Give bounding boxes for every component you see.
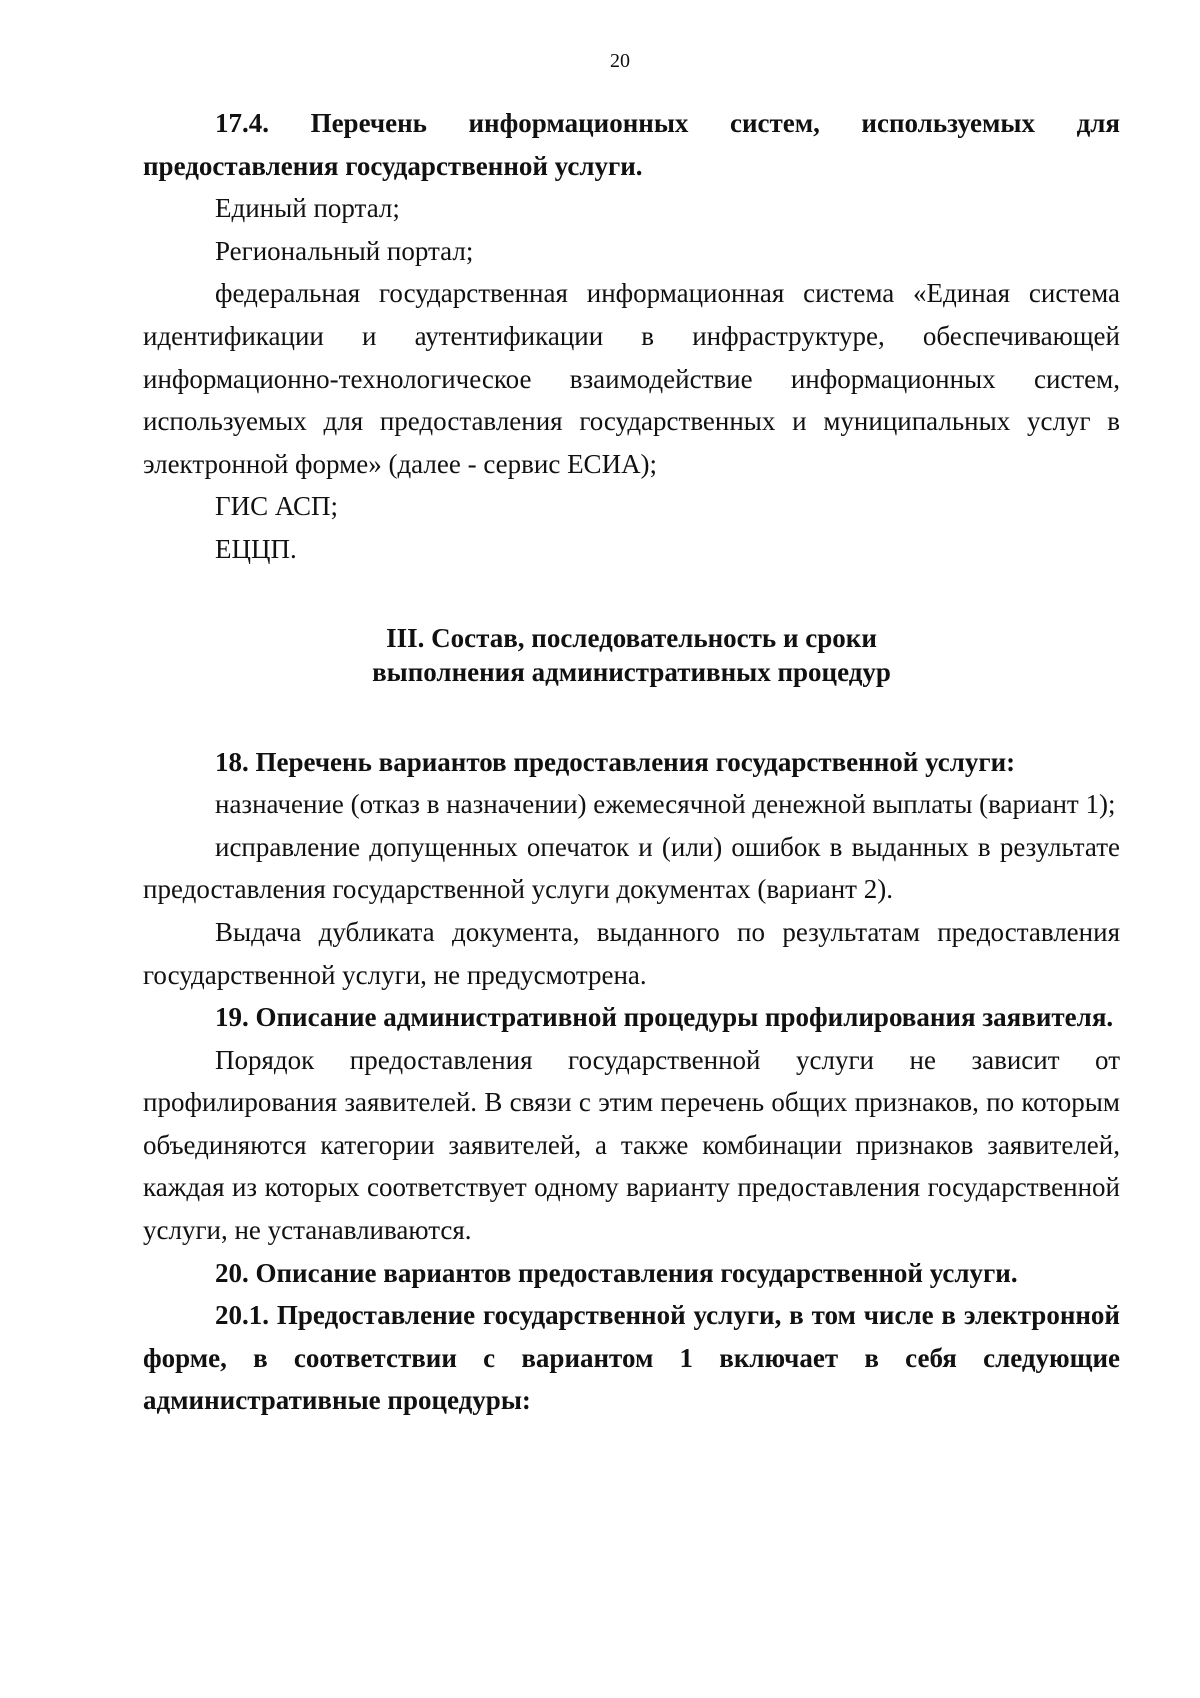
section-heading-line-1: III. Состав, последовательность и сроки xyxy=(386,622,877,653)
paragraph-unified-portal: Единый портал; xyxy=(215,193,400,224)
paragraph-group-top xyxy=(143,102,1120,571)
section-heading xyxy=(143,621,1120,689)
paragraph-group-bottom xyxy=(143,741,1120,1423)
paragraph-esia-system: федеральная государственная информационная система «Единая система идентификации и аутентификации в инфраструктуре, обеспечивающей информационно-технологическое взаимодействие информационных систем, используемых для предоставления государственных и муниципальных услуг в электронной форме» (далее - сервис ЕСИА); xyxy=(143,278,1120,479)
section-heading-line-2: выполнения административных процедур xyxy=(372,656,891,687)
page-content xyxy=(143,102,1120,1422)
paragraph-20-1-heading: 20.1. Предоставление государственной услуги, в том числе в электронной форме, в соответствии с вариантом 1 включает в себя следующие административные процедуры: xyxy=(143,1300,1120,1416)
paragraph-variant-2: исправление допущенных опечаток и (или) ошибок в выданных в результате предоставления государственной услуги документах (вариант 2). xyxy=(143,831,1120,905)
paragraph-eccp: ЕЦЦП. xyxy=(215,533,297,564)
paragraph-duplicate-note: Выдача дубликата документа, выданного по результатам предоставления государственной услуги, не предусмотрена. xyxy=(143,916,1120,990)
spacer xyxy=(143,571,1120,621)
paragraph-20-heading: 20. Описание вариантов предоставления государственной услуги. xyxy=(215,1257,1018,1288)
paragraph-gis-asp: ГИС АСП; xyxy=(215,491,339,522)
paragraph-regional-portal: Региональный портал; xyxy=(215,235,474,266)
paragraph-17-4-heading: 17.4. Перечень информационных систем, используемых для предоставления государственной услуги. xyxy=(143,108,1120,181)
paragraph-19-heading: 19. Описание административной процедуры профилирования заявителя. xyxy=(215,1002,1114,1033)
page-number: 20 xyxy=(610,50,630,72)
spacer xyxy=(143,689,1120,741)
paragraph-18-heading: 18. Перечень вариантов предоставления государственной услуги: xyxy=(215,746,1016,777)
paragraph-variant-1: назначение (отказ в назначении) ежемесячной денежной выплаты (вариант 1); xyxy=(215,789,1116,820)
paragraph-profiling: Порядок предоставления государственной услуги не зависит от профилирования заявителей. В связи с этим перечень общих признаков, по которым объединяются категории заявителей, а также комбинации признаков заявителей, каждая из которых соответствует одному варианту предоставления государственной услуги, не устанавливаются. xyxy=(143,1044,1120,1246)
